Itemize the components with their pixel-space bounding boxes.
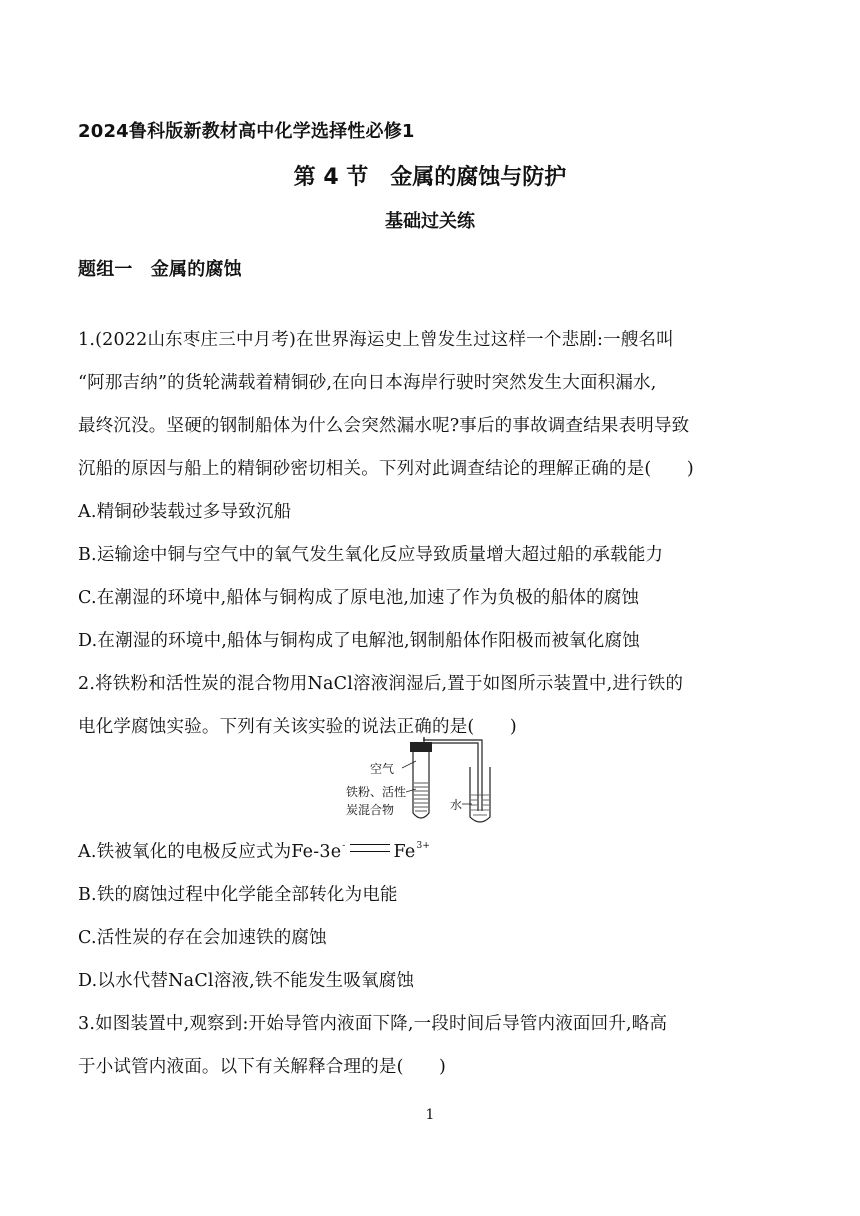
figure-label-mixture: 炭混合物 <box>346 803 395 817</box>
q1-option-b: B.运输途中铜与空气中的氧气发生氧化反应导致质量增大超过船的承载能力 <box>78 545 664 565</box>
group-title: 题组一 金属的腐蚀 <box>78 259 242 280</box>
q2-option-c: C.活性炭的存在会加速铁的腐蚀 <box>78 928 327 948</box>
figure-label-air: 空气 <box>370 762 395 776</box>
ion-charge: 3+ <box>416 841 431 851</box>
q1-option-a: A.精铜砂装载过多导致沉船 <box>78 502 292 522</box>
q1-option-c: C.在潮湿的环境中,船体与铜构成了原电池,加速了作为负极的船体的腐蚀 <box>78 588 640 608</box>
apparatus-figure <box>344 737 516 825</box>
figure-label-water: 水 <box>450 798 463 812</box>
document-header: 2024鲁科版新教材高中化学选择性必修1 <box>78 121 415 142</box>
q2-line: 2.将铁粉和活性炭的混合物用NaCl溶液润湿后,置于如图所示装置中,进行铁的 <box>78 674 684 694</box>
q2-option-a-product: Fe <box>393 842 416 862</box>
q1-line: 最终沉没。坚硬的钢制船体为什么会突然漏水呢?事后的事故调查结果表明导致 <box>78 416 690 436</box>
q1-line: 1.(2022山东枣庄三中月考)在世界海运史上曾发生过这样一个悲剧:一艘名叫 <box>78 330 674 350</box>
mixture-fill <box>414 783 428 811</box>
section-title: 第 4 节 金属的腐蚀与防护 <box>293 165 567 190</box>
q1-option-d: D.在潮湿的环境中,船体与铜构成了电解池,钢制船体作阳极而被氧化腐蚀 <box>78 631 640 651</box>
q2-option-a-text: A.铁被氧化的电极反应式为Fe-3e <box>78 842 342 862</box>
section-subtitle: 基础过关练 <box>385 211 475 232</box>
small-test-tube <box>470 767 490 822</box>
q2-option-b: B.铁的腐蚀过程中化学能全部转化为电能 <box>78 885 398 905</box>
water-fill <box>471 795 489 815</box>
q1-line: 沉船的原因与船上的精铜砂密切相关。下列对此调查结论的理解正确的是( ) <box>78 459 694 479</box>
q3-line: 于小试管内液面。以下有关解释合理的是( ) <box>78 1057 447 1077</box>
figure-label-mixture: 铁粉、活性 <box>346 785 407 799</box>
q3-line: 3.如图装置中,观察到:开始导管内液面下降,一段时间后导管内液面回升,略高 <box>78 1014 668 1034</box>
q2-option-a <box>78 838 430 863</box>
q2-line: 电化学腐蚀实验。下列有关该实验的说法正确的是( ) <box>78 717 517 737</box>
page-number: 1 <box>425 1107 435 1123</box>
equals-sign <box>350 844 390 852</box>
q2-option-d: D.以水代替NaCl溶液,铁不能发生吸氧腐蚀 <box>78 971 415 991</box>
q1-line: “阿那吉纳”的货轮满载着精铜砂,在向日本海岸行驶时突然发生大面积漏水, <box>78 373 657 393</box>
electron-charge: - <box>342 841 346 851</box>
